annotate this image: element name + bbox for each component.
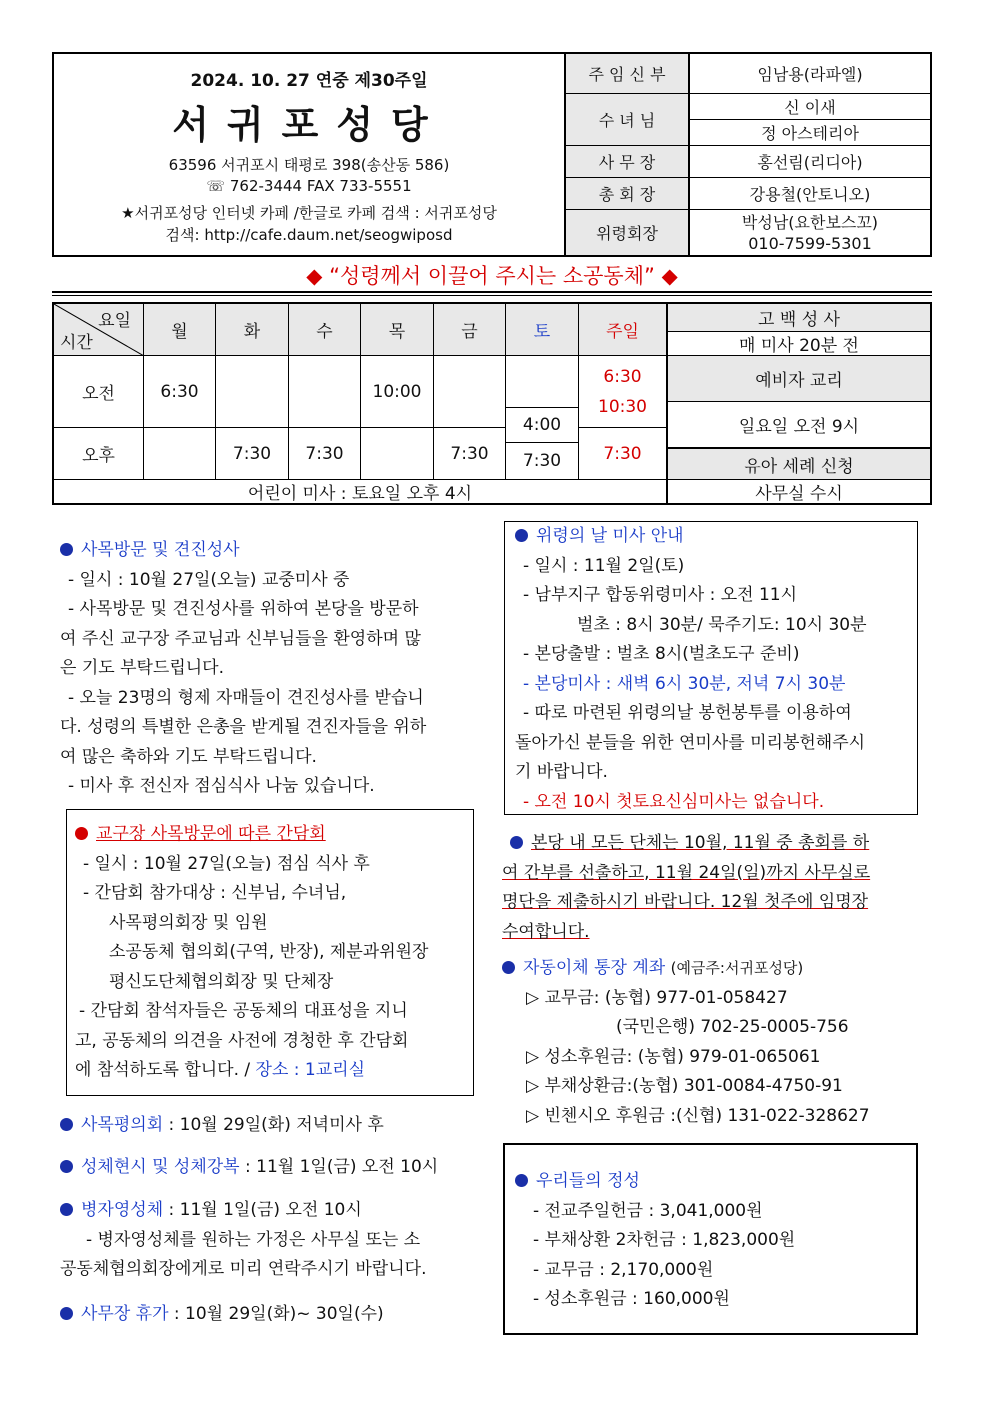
visit-section [60,536,484,802]
staff-role: 주 임 신 부 [566,54,690,93]
visit-heading [60,536,484,566]
souls-heading [515,522,917,552]
groups-line: 여 간부를 선출하고, 11월 24일(일)까지 사무실로 [502,862,871,883]
divider [52,291,932,296]
confession-time: 매 미사 20분 전 [668,332,930,356]
day-header: 목 [361,304,434,356]
sick-text: : 11월 1일(금) 오전 10시 [168,1200,362,1220]
meeting-line: - 간담회 참석자들은 공동체의 대표성을 지니 [79,1001,408,1021]
meeting-line: 사목평의회장 및 임원 [109,912,268,933]
souls-line: - 따로 마련된 위령의날 봉헌봉투를 이용하여 [523,703,852,723]
staff-role: 수 녀 님 [566,94,690,145]
staff-name: 신 이새 [784,98,836,117]
staff-phone: 010-7599-5301 [748,233,872,253]
adoration-notice [60,1153,490,1183]
sick-line: - 병자영성체를 원하는 가정은 사무실 또는 소 [86,1229,421,1250]
visit-line: 다. 성령의 특별한 은총을 받게될 견진자들을 위하 [60,717,427,737]
visit-title: 사목방문 및 견진성사 [81,540,240,560]
day-header: 월 [144,304,216,356]
bullet-icon [60,1307,73,1320]
souls-notice: - 오전 10시 첫토요신심미사는 없습니다. [523,791,825,812]
empty-cell [289,356,361,428]
empty-cell [216,356,289,428]
pm-label: 오후 [54,428,144,480]
schedule-corner [54,304,144,356]
day-header: 금 [434,304,506,356]
bullet-icon [75,827,88,840]
mass-time: 4:00 [506,408,579,443]
cafe-info: ★서귀포성당 인터넷 카페 /한글로 카페 검색 : 서귀포성당 [121,204,497,222]
sick-line: 공동체협의회장에게로 미리 연락주시기 바랍니다. [60,1259,427,1279]
mass-time: 7:30 [289,428,361,480]
day-header-saturday: 토 [506,304,579,356]
mass-schedule [52,302,932,505]
diamond-icon: ◆ [306,264,323,288]
offering-line: - 전교주일헌금 : 3,041,000원 [533,1200,763,1221]
meeting-title: 교구장 사목방문에 따른 간담회 [96,824,326,844]
church-address: 63596 서귀포시 태평로 398(송산동 586) [168,156,450,174]
empty-cell [361,428,434,480]
accounts-section [502,954,926,1131]
visit-line: 여 주신 교구장 주교님과 신부님들을 환영하며 많 [60,628,421,649]
meeting-line: - 일시 : 10월 27일(오늘) 점심 식사 후 [83,853,370,874]
bullet-icon [60,1203,73,1216]
souls-line: 기 바랍니다. [515,762,608,782]
mass-time: 7:30 [506,443,579,480]
staff-role: 총 회 장 [566,178,690,209]
staff-name: 박성남(요한보스꼬) [741,212,879,232]
meeting-box [66,809,474,1096]
offering-line: - 교무금 : 2,170,000원 [533,1259,714,1280]
souls-parish-mass: - 본당미사 : 새벽 6시 30분, 저녁 7시 30분 [523,673,846,694]
vacation-title: 사무장 휴가 [81,1304,169,1324]
bullet-icon [60,1160,73,1173]
meeting-line: - 간담회 참가대상 : 신부님, 수녀님, [83,883,347,903]
account-line: ▷ 성소후원금: (농협) 979-01-065061 [526,1046,821,1067]
mass-time: 6:30 [603,366,642,387]
meeting-heading [75,820,473,850]
staff-value [690,210,930,255]
slogan-text: “성령께서 이끌어 주시는 소공동체” [329,264,655,288]
account-line: ▷ 빈첸시오 후원금 :(신협) 131-022-328627 [526,1105,870,1126]
meeting-line-last [75,1056,473,1086]
bullet-icon [515,1174,528,1187]
offerings-box [503,1143,918,1335]
souls-line: 돌아가신 분들을 위한 연미사를 미리봉헌해주시 [515,732,866,753]
corner-time-label: 시간 [60,333,93,353]
catechumen-time: 일요일 오전 9시 [668,402,930,448]
account-line: ▷ 부채상환금:(농협) 301-0084-4750-91 [526,1076,843,1096]
council-text: : 10월 29일(화) 저녁미사 후 [168,1115,384,1135]
all-souls-box [504,521,918,815]
mass-time: 7:30 [216,428,289,480]
bulletin-header [52,52,932,257]
slogan [52,260,932,290]
groups-line: 수여합니다. [502,921,590,942]
staff-role: 위령회장 [566,210,690,255]
staff-name: 임남용(라파엘) [757,65,863,84]
mass-time: 6:30 [144,356,216,428]
staff-row [566,54,930,94]
visit-line: - 미사 후 전신자 점심식사 나눔 있습니다. [68,776,375,796]
empty-cell [506,356,579,408]
account-line: ▷ 교무금: (농협) 977-01-058427 [526,987,788,1008]
children-mass: 어린이 미사 : 토요일 오후 4시 [54,480,668,503]
cafe-url[interactable]: 검색: http://cafe.daum.net/seogwiposd [165,226,453,244]
mass-time: 7:30 [434,428,506,480]
confession-title: 고 백 성 사 [668,304,930,332]
day-header-sunday: 주일 [579,304,668,356]
groups-notice [502,829,926,947]
staff-row [566,178,930,210]
bullet-icon [60,1118,73,1131]
offerings-title: 우리들의 정성 [536,1171,640,1191]
souls-line: - 본당출발 : 벌초 8시(벌초도구 준비) [523,644,800,664]
baptism-title: 유아 세례 신청 [668,448,930,480]
council-notice [60,1111,490,1141]
souls-line: - 일시 : 11월 2일(토) [523,555,685,576]
mass-time: 10:00 [361,356,434,428]
sick-communion-notice [60,1196,490,1285]
visit-line: - 일시 : 10월 27일(오늘) 교중미사 중 [68,569,350,590]
adoration-title: 성체현시 및 성체강복 [81,1157,240,1177]
accounts-title: 자동이체 통장 계좌 [523,958,666,978]
visit-line: 여 많은 축하와 기도 부탁드립니다. [60,746,317,767]
souls-line: 벌초 : 8시 30분/ 묵주기도: 10시 30분 [577,614,867,635]
bullet-icon [502,961,515,974]
staff-value [690,54,930,93]
adoration-text: : 11월 1일(금) 오전 10시 [245,1157,439,1177]
visit-line: - 오늘 23명의 형제 자매들이 견진성사를 받습니 [68,687,424,708]
church-phone: ☏ 762-3444 FAX 733-5551 [206,177,412,195]
sick-title: 병자영성체 [81,1200,164,1220]
staff-value [690,178,930,209]
staff-row [566,94,930,146]
visit-line: - 사목방문 및 견진성사를 위하여 본당을 방문하 [68,599,419,619]
bullet-icon [510,836,523,849]
staff-name: 홍선림(리디아) [757,153,863,172]
souls-title: 위령의 날 미사 안내 [536,526,684,546]
groups-line: 명단을 제출하시기 바랍니다. 12월 첫주에 임명장 [502,892,869,912]
day-header: 수 [289,304,361,356]
meeting-line: 평신도단체협의회장 및 단체장 [109,971,334,992]
visit-line: 은 기도 부탁드립니다. [60,658,225,678]
vacation-text: : 10월 29일(화)~ 30일(수) [173,1304,384,1324]
corner-day-label: 요일 [98,311,131,331]
staff-value [690,146,930,177]
council-title: 사목평의회 [81,1115,164,1135]
day-header: 화 [216,304,289,356]
meeting-place: 장소 : 1교리실 [255,1060,366,1080]
diamond-icon: ◆ [661,264,678,288]
sunday-am-times [579,356,668,428]
meeting-line: 고, 공동체의 의견을 사전에 경청한 후 간담회 [75,1030,409,1051]
offering-line: - 성소후원금 : 160,000원 [533,1289,730,1309]
bulletin-date: 2024. 10. 27 연중 제30주일 [190,71,428,91]
church-name: 서귀포성당 [172,103,446,147]
meeting-line: 소공동체 협의회(구역, 반장), 제분과위원장 [109,942,429,962]
staff-row [566,210,930,255]
empty-cell [144,428,216,480]
church-info [54,54,566,255]
catechumen-title: 예비자 교리 [668,356,930,402]
mass-time: 7:30 [579,428,668,480]
groups-line: 본당 내 모든 단체는 10월, 11월 중 총회를 하 [531,833,870,853]
staff-row [566,146,930,178]
accounts-owner: (예금주:서귀포성당) [670,959,804,977]
am-label: 오전 [54,356,144,428]
souls-line: - 남부지구 합동위령미사 : 오전 11시 [523,585,797,605]
bullet-icon [60,543,73,556]
mass-time: 10:30 [598,396,647,417]
staff-value [690,94,930,145]
bullet-icon [515,529,528,542]
baptism-time: 사무실 수시 [755,484,843,504]
staff-table [566,54,930,255]
staff-name: 강용철(안토니오) [749,185,871,204]
account-line: (국민은행) 702-25-0005-756 [616,1017,849,1037]
staff-name: 정 아스테리아 [690,119,930,145]
vacation-notice [60,1300,490,1330]
empty-cell [434,356,506,428]
offering-line: - 부채상환 2차헌금 : 1,823,000원 [533,1230,796,1250]
meeting-line: 에 참석하도록 합니다. / [75,1060,251,1080]
staff-role: 사 무 장 [566,146,690,177]
